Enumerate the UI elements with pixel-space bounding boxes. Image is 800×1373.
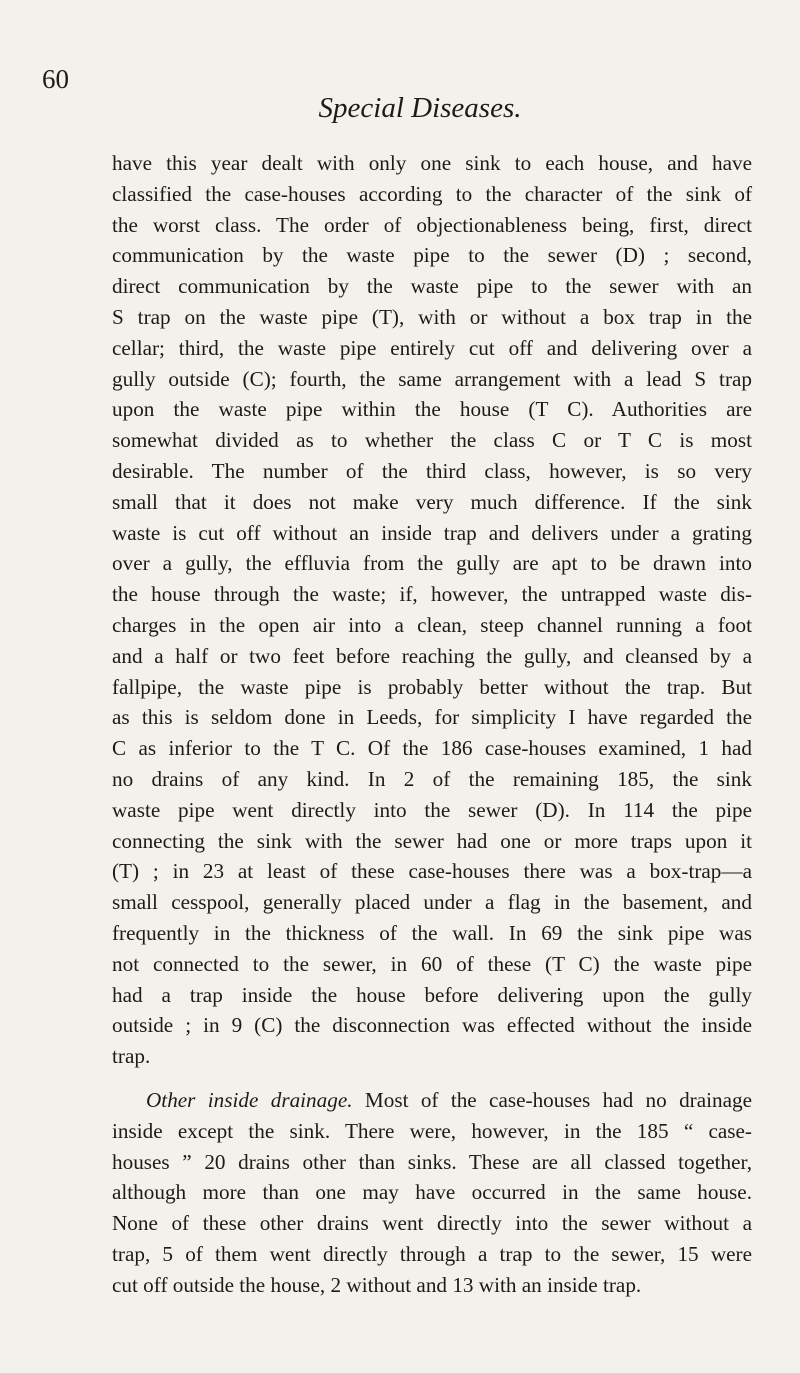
text-line: charges in the open air into a clean, steep channel running a foot: [112, 612, 752, 637]
text-line: C as inferior to the T C. Of the 186 case-houses examined, 1 had: [112, 736, 752, 761]
page-number: 60: [42, 64, 69, 94]
text-line: cellar; third, the waste pipe entirely cut off and delivering over a: [112, 335, 752, 360]
text-line: [112, 1085, 752, 1116]
text-line: waste is cut off without an inside trap and delivers under a grating: [112, 520, 752, 545]
text-line: None of these other drains went directly into the sewer without a: [112, 1211, 752, 1236]
text-line: cut off outside the house, 2 without and 13 with an inside trap.: [112, 1272, 642, 1297]
text-line: houses ” 20 drains other than sinks. These are all classed together,: [112, 1149, 752, 1174]
text-line: small that it does not make very much difference. If the sink: [112, 489, 752, 514]
text-line: outside ; in 9 (C) the disconnection was effected without the inside: [112, 1013, 752, 1038]
text-line: trap, 5 of them went directly through a trap to the sewer, 15 were: [112, 1241, 752, 1266]
text-line: the house through the waste; if, however, the untrapped waste dis-: [112, 582, 752, 607]
text-line: desirable. The number of the third class, however, is so very: [112, 458, 752, 483]
text-line: somewhat divided as to whether the class C or T C is most: [112, 428, 752, 453]
text-run: Most of the case-houses had no drainage: [364, 1087, 753, 1112]
text-line: had a trap inside the house before delivering upon the gully: [112, 982, 752, 1007]
text-line: S trap on the waste pipe (T), with or without a box trap in the: [112, 304, 752, 329]
text-line: small cesspool, generally placed under a flag in the basement, and: [112, 890, 752, 915]
body-text: [112, 148, 752, 1300]
text-line: not connected to the sewer, in 60 of these (T C) the waste pipe: [112, 951, 752, 976]
text-line: frequently in the thickness of the wall. In 69 the sink pipe was: [112, 920, 752, 945]
text-line: gully outside (C); fourth, the same arrangement with a lead S trap: [112, 366, 752, 391]
text-line: communication by the waste pipe to the sewer (D) ; second,: [112, 243, 752, 268]
text-line: no drains of any kind. In 2 of the remaining 185, the sink: [112, 766, 752, 791]
running-title: Special Diseases.: [318, 92, 522, 124]
paragraph: [112, 148, 752, 1072]
text-line: direct communication by the waste pipe to the sewer with an: [112, 274, 752, 299]
paragraph: [112, 1085, 752, 1301]
text-line: inside except the sink. There were, however, in the 185 “ case-: [112, 1118, 752, 1143]
text-line: waste pipe went directly into the sewer (D). In 114 the pipe: [112, 797, 752, 822]
text-line: fallpipe, the waste pipe is probably better without the trap. But: [112, 674, 752, 699]
text-line: the worst class. The order of objectionableness being, first, direct: [112, 212, 752, 237]
text-line: trap.: [112, 1044, 151, 1069]
text-line: and a half or two feet before reaching the gully, and cleansed by a: [112, 643, 752, 668]
text-line: have this year dealt with only one sink to each house, and have: [112, 151, 752, 175]
text-line: although more than one may have occurred in the same house.: [112, 1180, 752, 1205]
text-line: classified the case-houses according to the character of the sink of: [112, 181, 752, 206]
section-heading: Other inside drainage.: [146, 1087, 353, 1112]
text-line: connecting the sink with the sewer had one or more traps upon it: [112, 828, 752, 853]
text-line: (T) ; in 23 at least of these case-houses there was a box-trap—a: [112, 859, 752, 884]
text-line: upon the waste pipe within the house (T C). Authorities are: [112, 397, 752, 422]
paragraph-gap: [112, 1072, 752, 1085]
text-line: over a gully, the effluvia from the gully are apt to be drawn into: [112, 551, 752, 576]
text-line: as this is seldom done in Leeds, for simplicity I have regarded the: [112, 705, 752, 730]
